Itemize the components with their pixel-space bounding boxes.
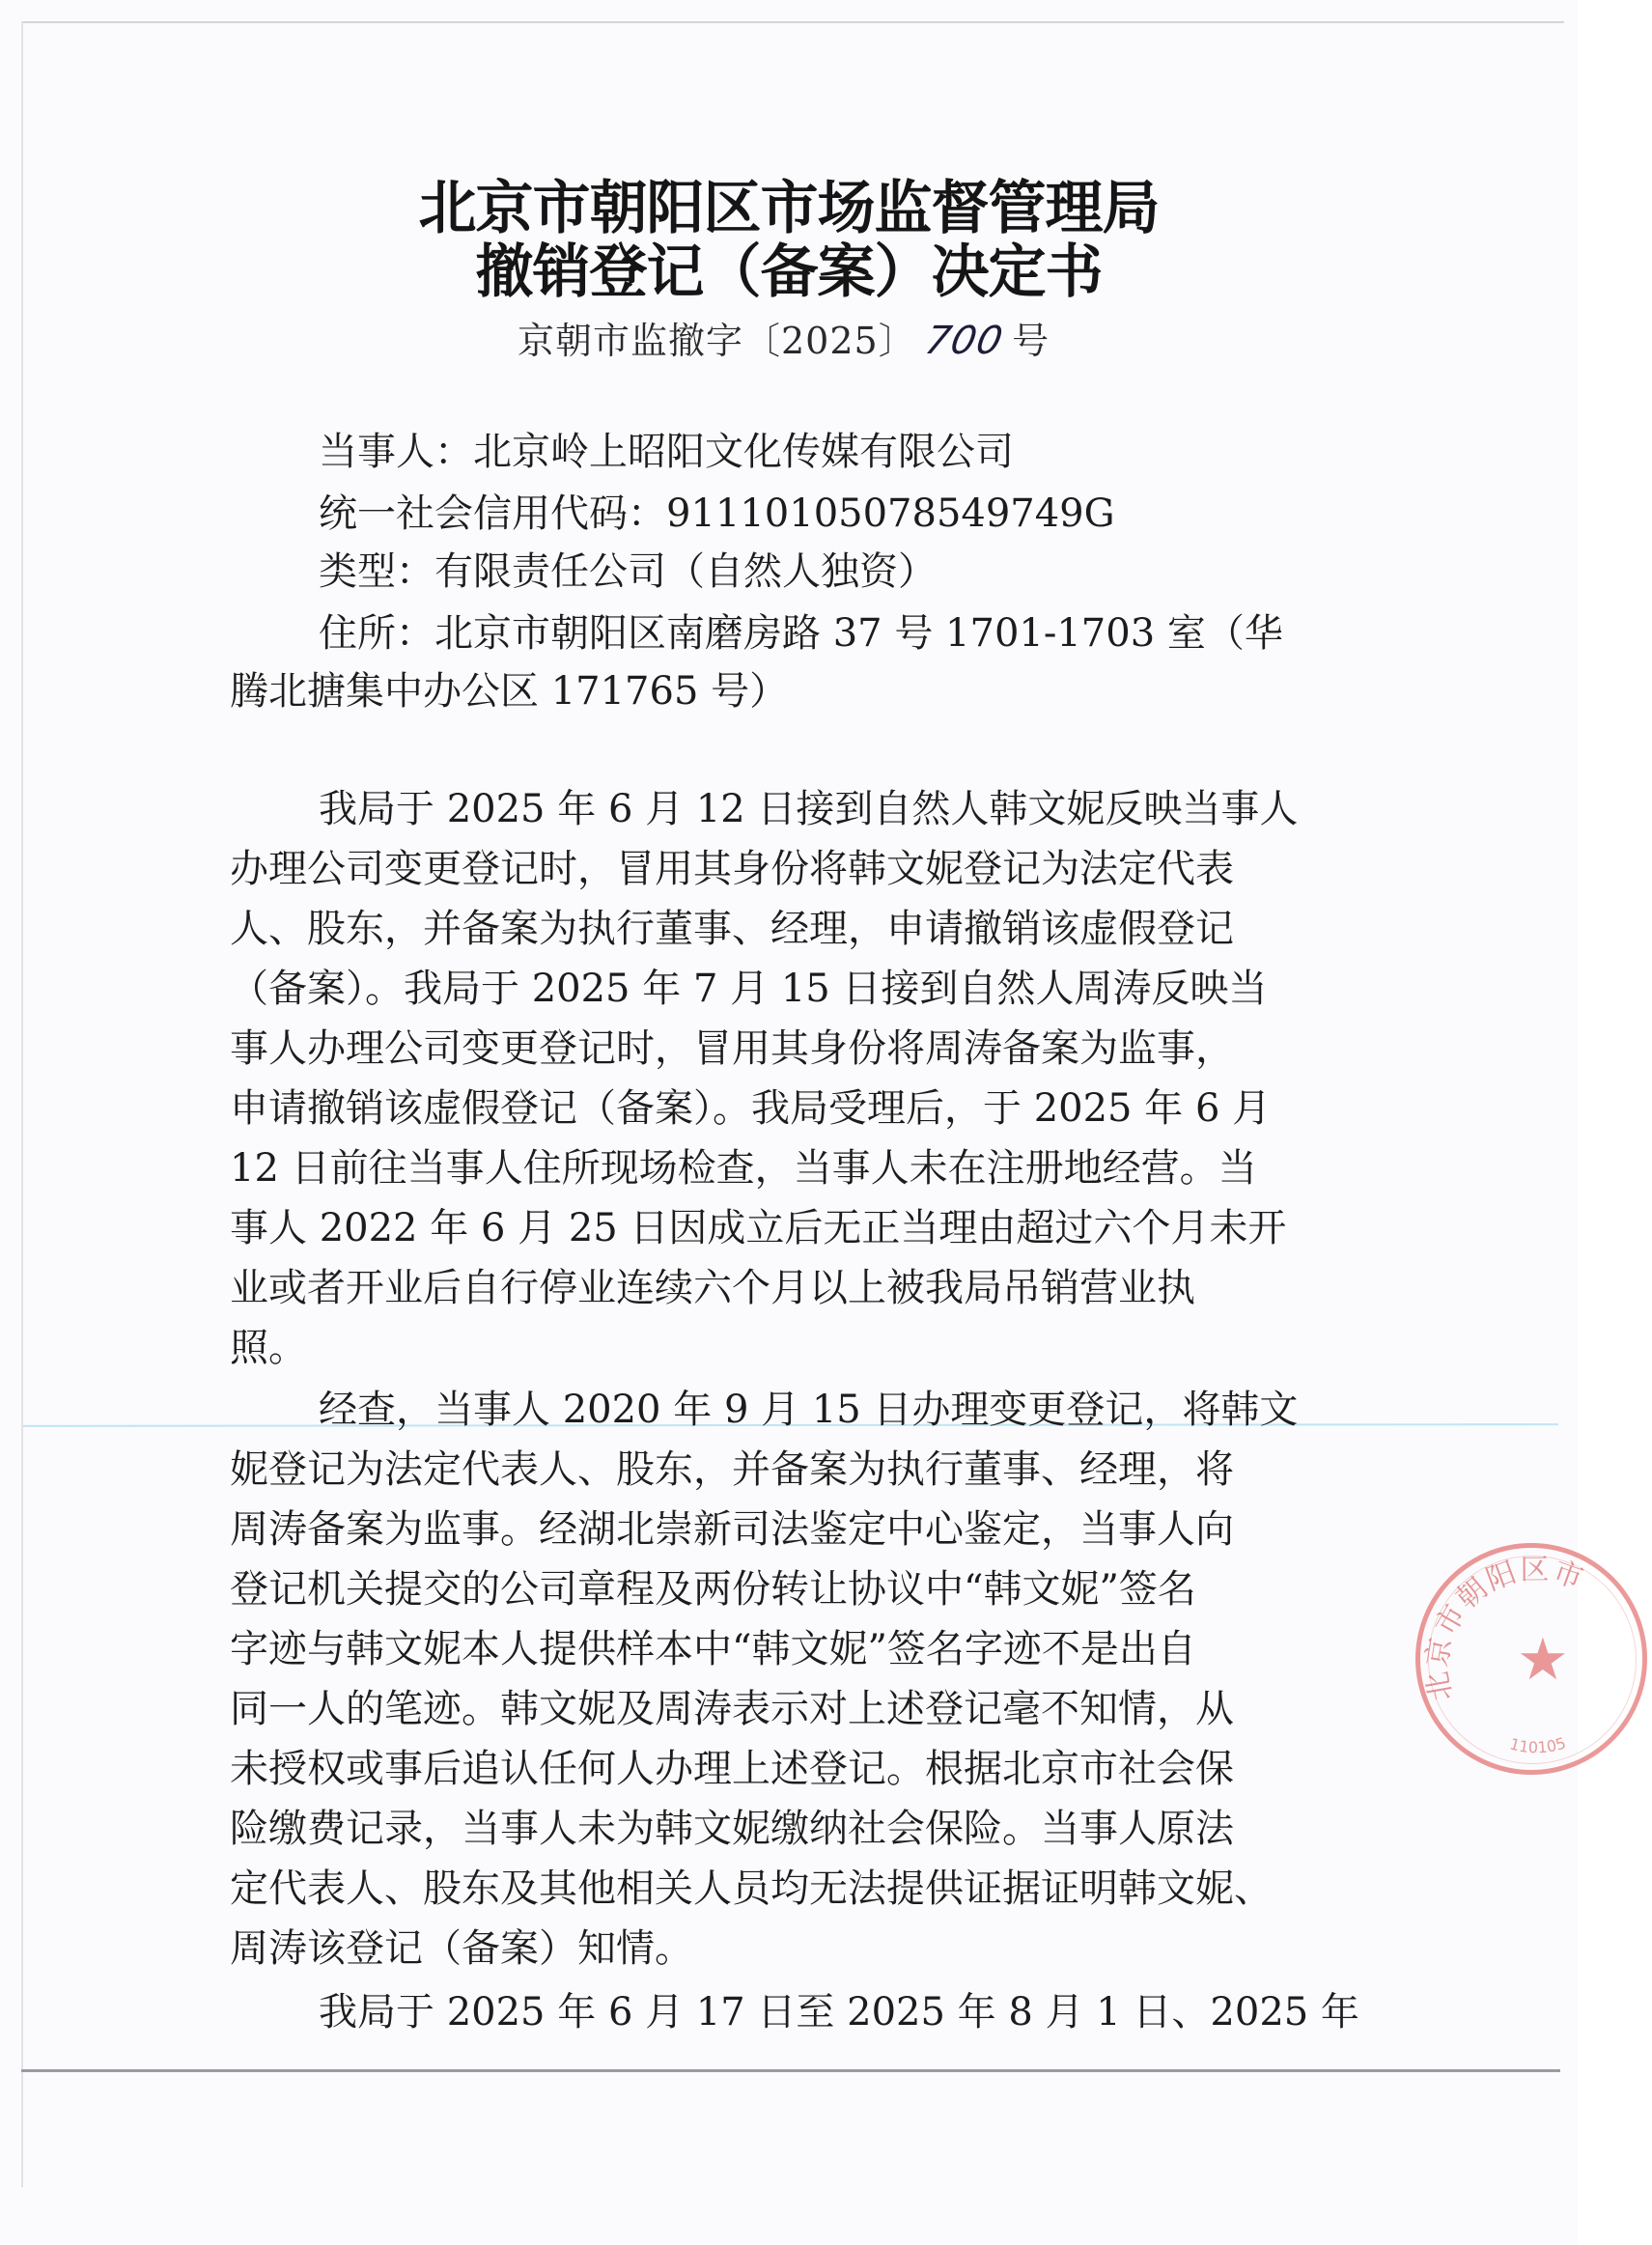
document-number-handwritten: 700 bbox=[920, 319, 1007, 363]
document-number bbox=[518, 311, 1050, 364]
paragraph-2-line: 妮登记为法定代表人、股东，并备案为执行董事、经理，将 bbox=[230, 1447, 1234, 1492]
document-title-agency: 北京市朝阳区市场监督管理局 bbox=[418, 175, 1160, 242]
paragraph-2-line: 字迹与韩文妮本人提供样本中“韩文妮”签名字迹不是出自 bbox=[230, 1627, 1196, 1671]
paragraph-3-line: 我局于 2025 年 6 月 17 日至 2025 年 8 月 1 日、2025 年 bbox=[319, 1990, 1359, 2035]
paragraph-2-line: 未授权或事后追认任何人办理上述登记。根据北京市社会保 bbox=[230, 1747, 1234, 1791]
paragraph-1-line: （备案）。我局于 2025 年 7 月 15 日接到自然人周涛反映当 bbox=[230, 967, 1268, 1011]
official-seal bbox=[1415, 1543, 1647, 1775]
paragraph-2-line: 定代表人、股东及其他相关人员均无法提供证据证明韩文妮、 bbox=[230, 1866, 1273, 1911]
paragraph-2-line: 周涛该登记（备案）知情。 bbox=[230, 1926, 693, 1971]
paragraph-1-line: 事人 2022 年 6 月 25 日因成立后无正当理由超过六个月未开 bbox=[230, 1206, 1287, 1250]
party-address-line-1: 住所：北京市朝阳区南磨房路 37 号 1701-1703 室（华 bbox=[319, 611, 1283, 656]
official-seal-code: 110105 bbox=[1507, 1733, 1569, 1757]
paragraph-1-line: 照。 bbox=[230, 1326, 307, 1370]
party-name: 当事人：北京岭上昭阳文化传媒有限公司 bbox=[319, 430, 1014, 474]
paragraph-2-line: 经查，当事人 2020 年 9 月 15 日办理变更登记，将韩文 bbox=[319, 1388, 1299, 1432]
seal-star-icon: ★ bbox=[1517, 1626, 1569, 1694]
paragraph-1-line: 事人办理公司变更登记时，冒用其身份将周涛备案为监事， bbox=[230, 1026, 1234, 1071]
paragraph-1-line: 申请撤销该虚假登记（备案）。我局受理后，于 2025 年 6 月 bbox=[230, 1086, 1272, 1131]
scan-edge-bottom bbox=[21, 2069, 1560, 2072]
scan-edge-left bbox=[21, 21, 23, 2187]
paragraph-1-line: 12 日前往当事人住所现场检查，当事人未在注册地经营。当 bbox=[230, 1146, 1257, 1191]
paragraph-2-line: 登记机关提交的公司章程及两份转让协议中“韩文妮”签名 bbox=[230, 1567, 1196, 1612]
paragraph-1-line: 业或者开业后自行停业连续六个月以上被我局吊销营业执 bbox=[230, 1266, 1195, 1310]
paragraph-1-line: 我局于 2025 年 6 月 12 日接到自然人韩文妮反映当事人 bbox=[319, 787, 1299, 831]
scan-edge-top bbox=[21, 21, 1564, 23]
paragraph-1-line: 人、股东，并备案为执行董事、经理，申请撤销该虚假登记 bbox=[230, 907, 1234, 951]
party-type: 类型：有限责任公司（自然人独资） bbox=[319, 549, 937, 594]
official-seal-name: 北京市朝阳区市 bbox=[1420, 1553, 1589, 1704]
svg-text:110105 bbox=[1508, 1733, 1568, 1756]
paragraph-2-line: 周涛备案为监事。经湖北崇新司法鉴定中心鉴定，当事人向 bbox=[230, 1507, 1234, 1552]
document-number-suffix: 号 bbox=[1012, 320, 1050, 362]
document-number-prefix: 京朝市监撤字〔2025〕 bbox=[518, 320, 916, 362]
document-title-decision: 撤销登记（备案）决定书 bbox=[475, 239, 1103, 306]
party-address-line-2: 腾北搪集中办公区 171765 号） bbox=[230, 669, 789, 714]
paragraph-2-line: 同一人的笔迹。韩文妮及周涛表示对上述登记毫不知情，从 bbox=[230, 1687, 1234, 1731]
party-credit-code: 统一社会信用代码：91110105078549749G bbox=[319, 491, 1115, 536]
paragraph-1-line: 办理公司变更登记时，冒用其身份将韩文妮登记为法定代表 bbox=[230, 847, 1234, 891]
paragraph-2-line: 险缴费记录，当事人未为韩文妮缴纳社会保险。当事人原法 bbox=[230, 1807, 1234, 1851]
